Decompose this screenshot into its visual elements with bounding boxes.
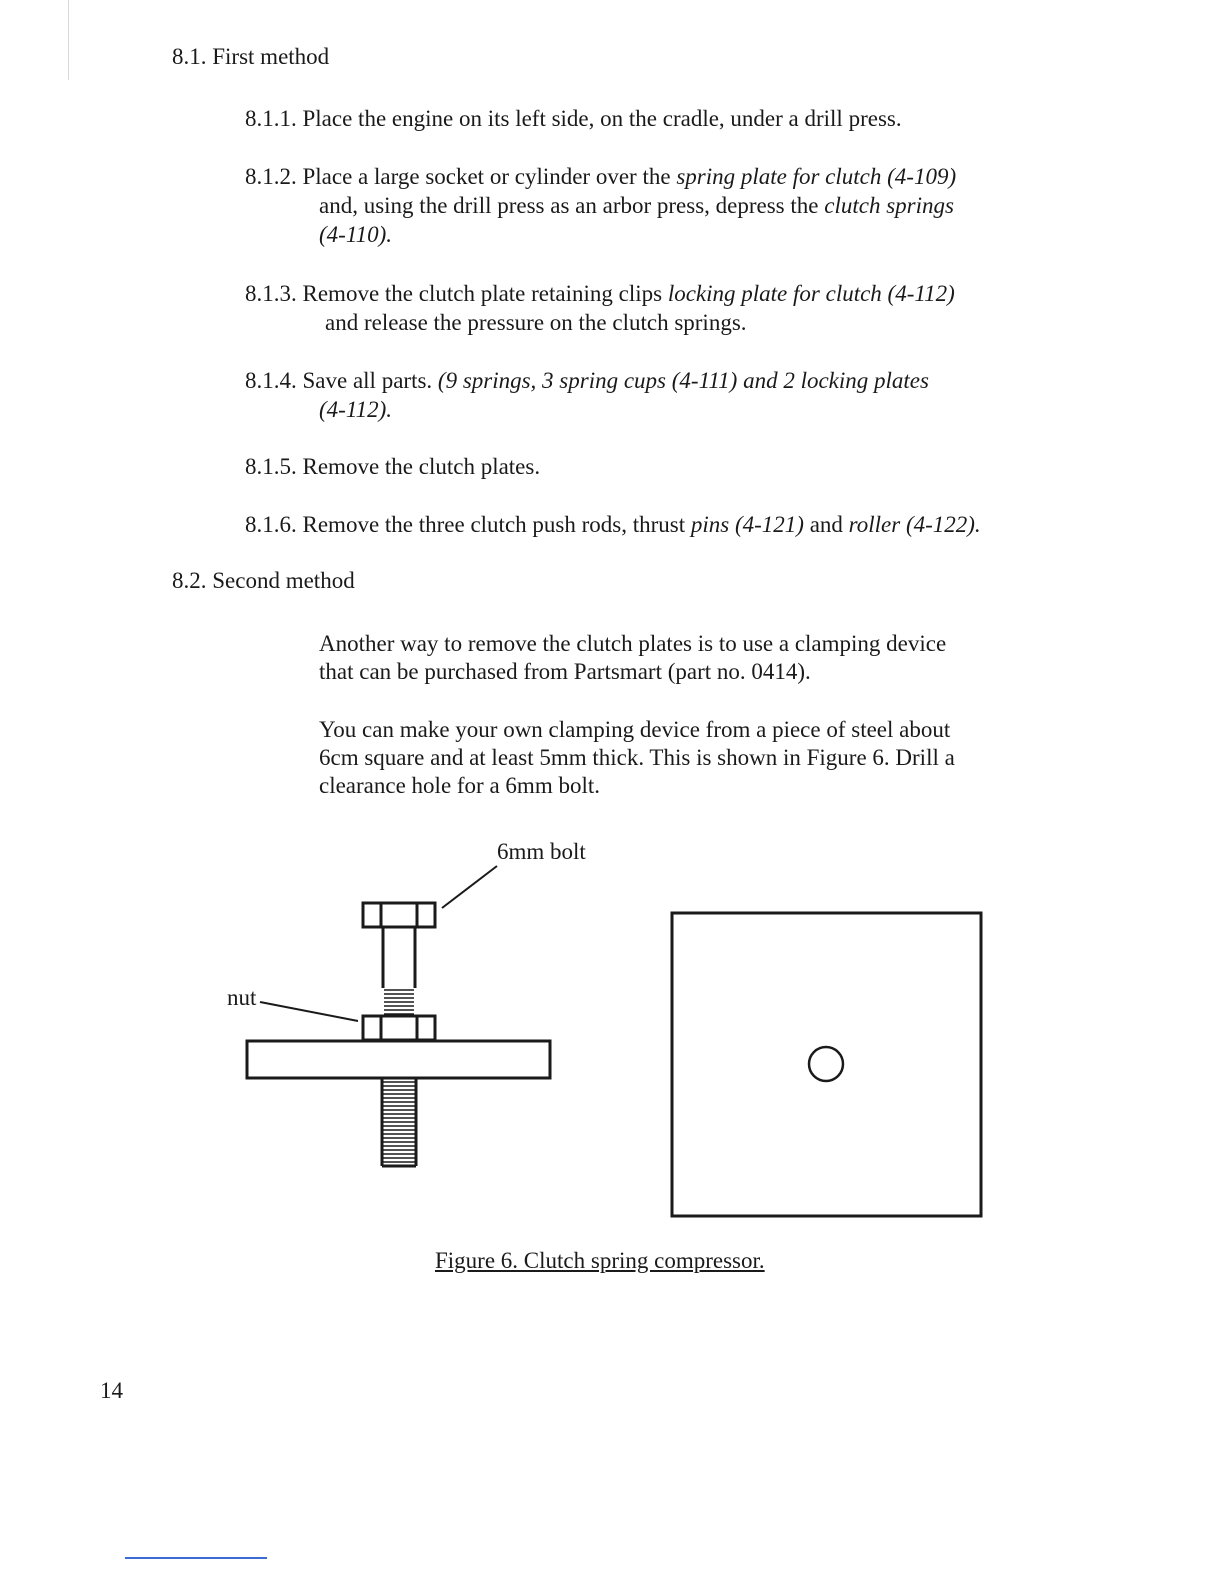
item-number: 8.1.4. — [245, 368, 297, 393]
figure-clutch-compressor — [0, 830, 1224, 1250]
nut — [363, 1016, 435, 1040]
page-number: 14 — [100, 1378, 123, 1403]
item-italic-ref: pins (4-121) — [690, 512, 804, 537]
paragraph-diy-clamp: You can make your own clamping device from a piece of steel about 6cm square and at least 5mm thick. This is shown in Figure 6. Drill a clearance hole for a 6mm bolt. — [319, 717, 955, 798]
item-number: 8.1.3. — [245, 281, 297, 306]
list-item-8-1-3 — [245, 279, 1045, 337]
item-text: and — [803, 512, 849, 537]
item-text: Remove the three clutch push rods, thrust — [302, 512, 691, 537]
item-text: Save all parts. — [302, 368, 438, 393]
figure-caption: Figure 6. Clutch spring compressor. — [435, 1248, 765, 1273]
list-item-8-1-2 — [245, 162, 1045, 249]
item-italic-ref: clutch springs — [824, 193, 954, 218]
scan-edge-line — [68, 0, 69, 80]
label-nut: nut — [227, 985, 257, 1010]
steel-plate-top-view — [672, 913, 981, 1216]
item-text: Place the engine on its left side, on the cradle, under a drill press. — [302, 106, 902, 131]
item-text: Remove the clutch plate retaining clips — [302, 281, 668, 306]
item-italic-ref: (4-110). — [319, 222, 393, 247]
item-number: 8.1.1. — [245, 106, 297, 131]
item-italic-ref: spring plate for clutch (4-109) — [676, 164, 957, 189]
section-heading-8-2: 8.2. Second method — [172, 568, 355, 593]
clearance-hole — [809, 1047, 843, 1081]
figure-drawing — [0, 830, 1224, 1250]
list-item-8-1-5 — [245, 452, 1045, 481]
paragraph-partsmart: Another way to remove the clutch plates is to use a clamping device that can be purchased from Partsmart (part no. 0414). — [319, 631, 947, 684]
item-text: and release the pressure on the clutch springs. — [325, 310, 747, 335]
item-text: Remove the clutch plates. — [302, 454, 541, 479]
scan-artifact-line — [125, 1557, 267, 1559]
bolt-head — [363, 903, 435, 927]
label-6mm-bolt: 6mm bolt — [497, 839, 586, 864]
steel-plate-side-view — [247, 1041, 550, 1078]
list-item-8-1-4 — [245, 366, 1045, 424]
item-text: Place a large socket or cylinder over the — [302, 164, 677, 189]
item-italic-ref: (9 springs, 3 spring cups (4-111) and 2 locking plates — [437, 368, 929, 393]
item-number: 8.1.6. — [245, 512, 297, 537]
section-heading-8-1: 8.1. First method — [172, 44, 330, 69]
item-number: 8.1.2. — [245, 164, 297, 189]
item-italic-ref: locking plate for clutch (4-112) — [667, 281, 955, 306]
list-item-8-1-6 — [245, 510, 1065, 539]
item-italic-ref: roller (4-122). — [848, 512, 981, 537]
item-text: and, using the drill press as an arbor press, depress the — [319, 193, 825, 218]
list-item-8-1-1 — [245, 104, 1045, 133]
nut-leader-line — [260, 1002, 358, 1021]
bolt-leader-line — [442, 866, 497, 908]
item-number: 8.1.5. — [245, 454, 297, 479]
item-italic-ref: (4-112). — [319, 397, 393, 422]
